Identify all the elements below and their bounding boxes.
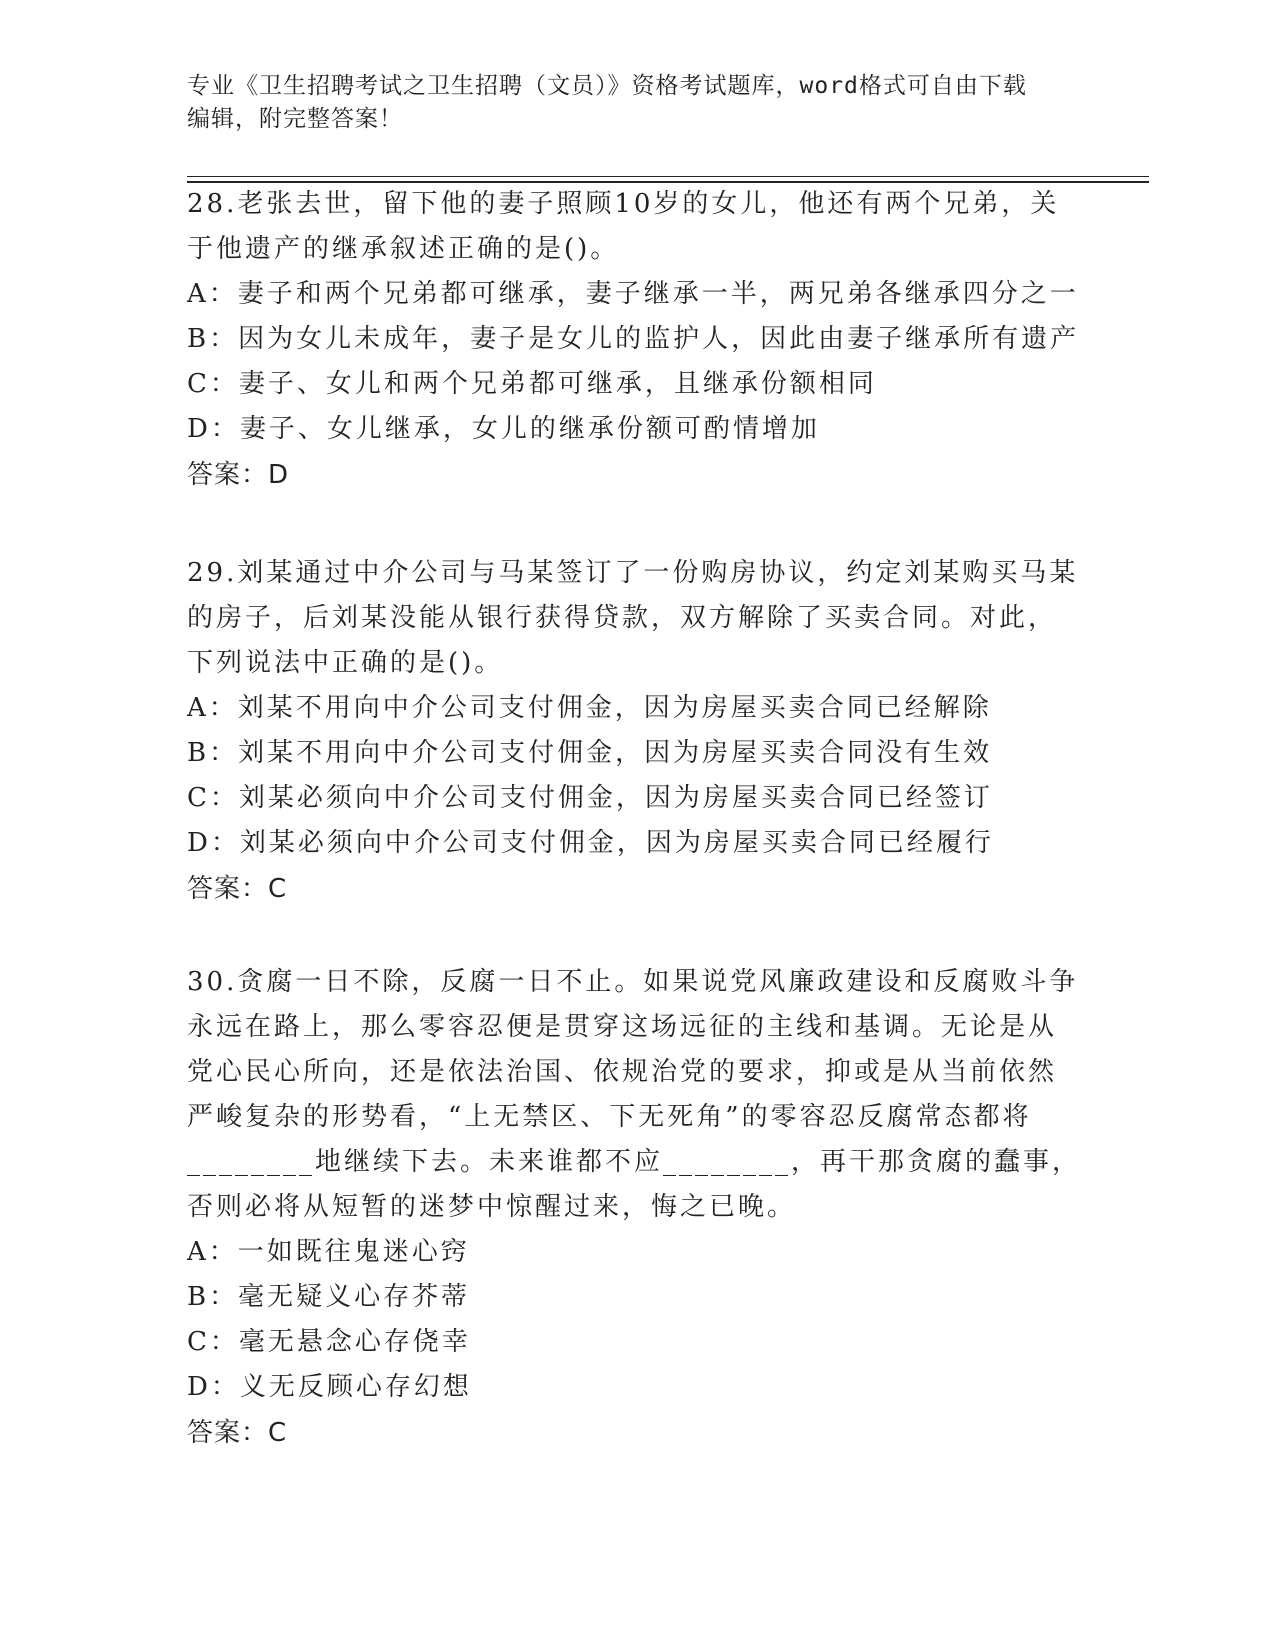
- question-stem-line: 29.刘某通过中介公司与马某签订了一份购房协议，约定刘某购买马某: [187, 558, 1079, 588]
- question-stem-line: 的房子，后刘某没能从银行获得贷款，双方解除了买卖合同。对此，: [187, 603, 1058, 633]
- question-stem-line: 下列说法中正确的是()。: [187, 648, 504, 678]
- question-29: [187, 551, 1087, 912]
- option-a: A：刘某不用向中介公司支付佣金，因为房屋买卖合同已经解除: [187, 693, 992, 723]
- option-b: B：毫无疑义心存芥蒂: [187, 1282, 471, 1312]
- option-d: D：妻子、女儿继承，女儿的继承份额可酌情增加: [187, 414, 820, 444]
- question-stem-line: 否则必将从短暂的迷梦中惊醒过来，悔之已晚。: [187, 1192, 797, 1222]
- option-c: C：刘某必须向中介公司支付佣金，因为房屋买卖合同已经签订: [187, 783, 993, 813]
- answer-label: 答案：C: [187, 1418, 288, 1448]
- option-c: C：毫无悬念心存侥幸: [187, 1327, 471, 1357]
- option-c: C：妻子、女儿和两个兄弟都可继承，且继承份额相同: [187, 369, 877, 399]
- header-line-1: 专业《卫生招聘考试之卫生招聘（文员）》资格考试题库，word格式可自由下载: [187, 73, 1027, 99]
- answer-label: 答案：D: [187, 460, 290, 490]
- question-stem-line: 30.贪腐一日不除，反腐一日不止。如果说党风廉政建设和反腐败斗争: [187, 967, 1079, 997]
- option-d: D：刘某必须向中介公司支付佣金，因为房屋买卖合同已经履行: [187, 828, 994, 858]
- question-30: [187, 960, 1087, 1456]
- question-stem-line: 28.老张去世，留下他的妻子照顾10岁的女儿，他还有两个兄弟，关: [187, 189, 1060, 219]
- document-header: [187, 70, 1087, 136]
- question-stem-line: 严峻复杂的形势看，“上无禁区、下无死角”的零容忍反腐常态都将: [187, 1102, 1032, 1132]
- question-stem-line: 党心民心所向，还是依法治国、依规治党的要求，抑或是从当前依然: [187, 1057, 1058, 1087]
- question-stem-line: 于他遗产的继承叙述正确的是()。: [187, 234, 620, 264]
- question-28: [187, 182, 1087, 498]
- option-b: B：刘某不用向中介公司支付佣金，因为房屋买卖合同没有生效: [187, 738, 993, 768]
- option-a: A：一如既往鬼迷心窍: [187, 1237, 470, 1267]
- question-stem-line: 永远在路上，那么零容忍便是贯穿这场远征的主线和基调。无论是从: [187, 1012, 1058, 1042]
- question-stem-line: ________地继续下去。未来谁都不应________，再干那贪腐的蠢事，: [187, 1147, 1082, 1177]
- header-divider-thin: [187, 176, 1149, 177]
- option-d: D：义无反顾心存幻想: [187, 1372, 472, 1402]
- option-a: A：妻子和两个兄弟都可继承，妻子继承一半，两兄弟各继承四分之一: [187, 279, 1079, 309]
- option-b: B：因为女儿未成年，妻子是女儿的监护人，因此由妻子继承所有遗产: [187, 324, 1080, 354]
- answer-label: 答案：C: [187, 874, 288, 904]
- header-line-2: 编辑，附完整答案！: [187, 106, 403, 132]
